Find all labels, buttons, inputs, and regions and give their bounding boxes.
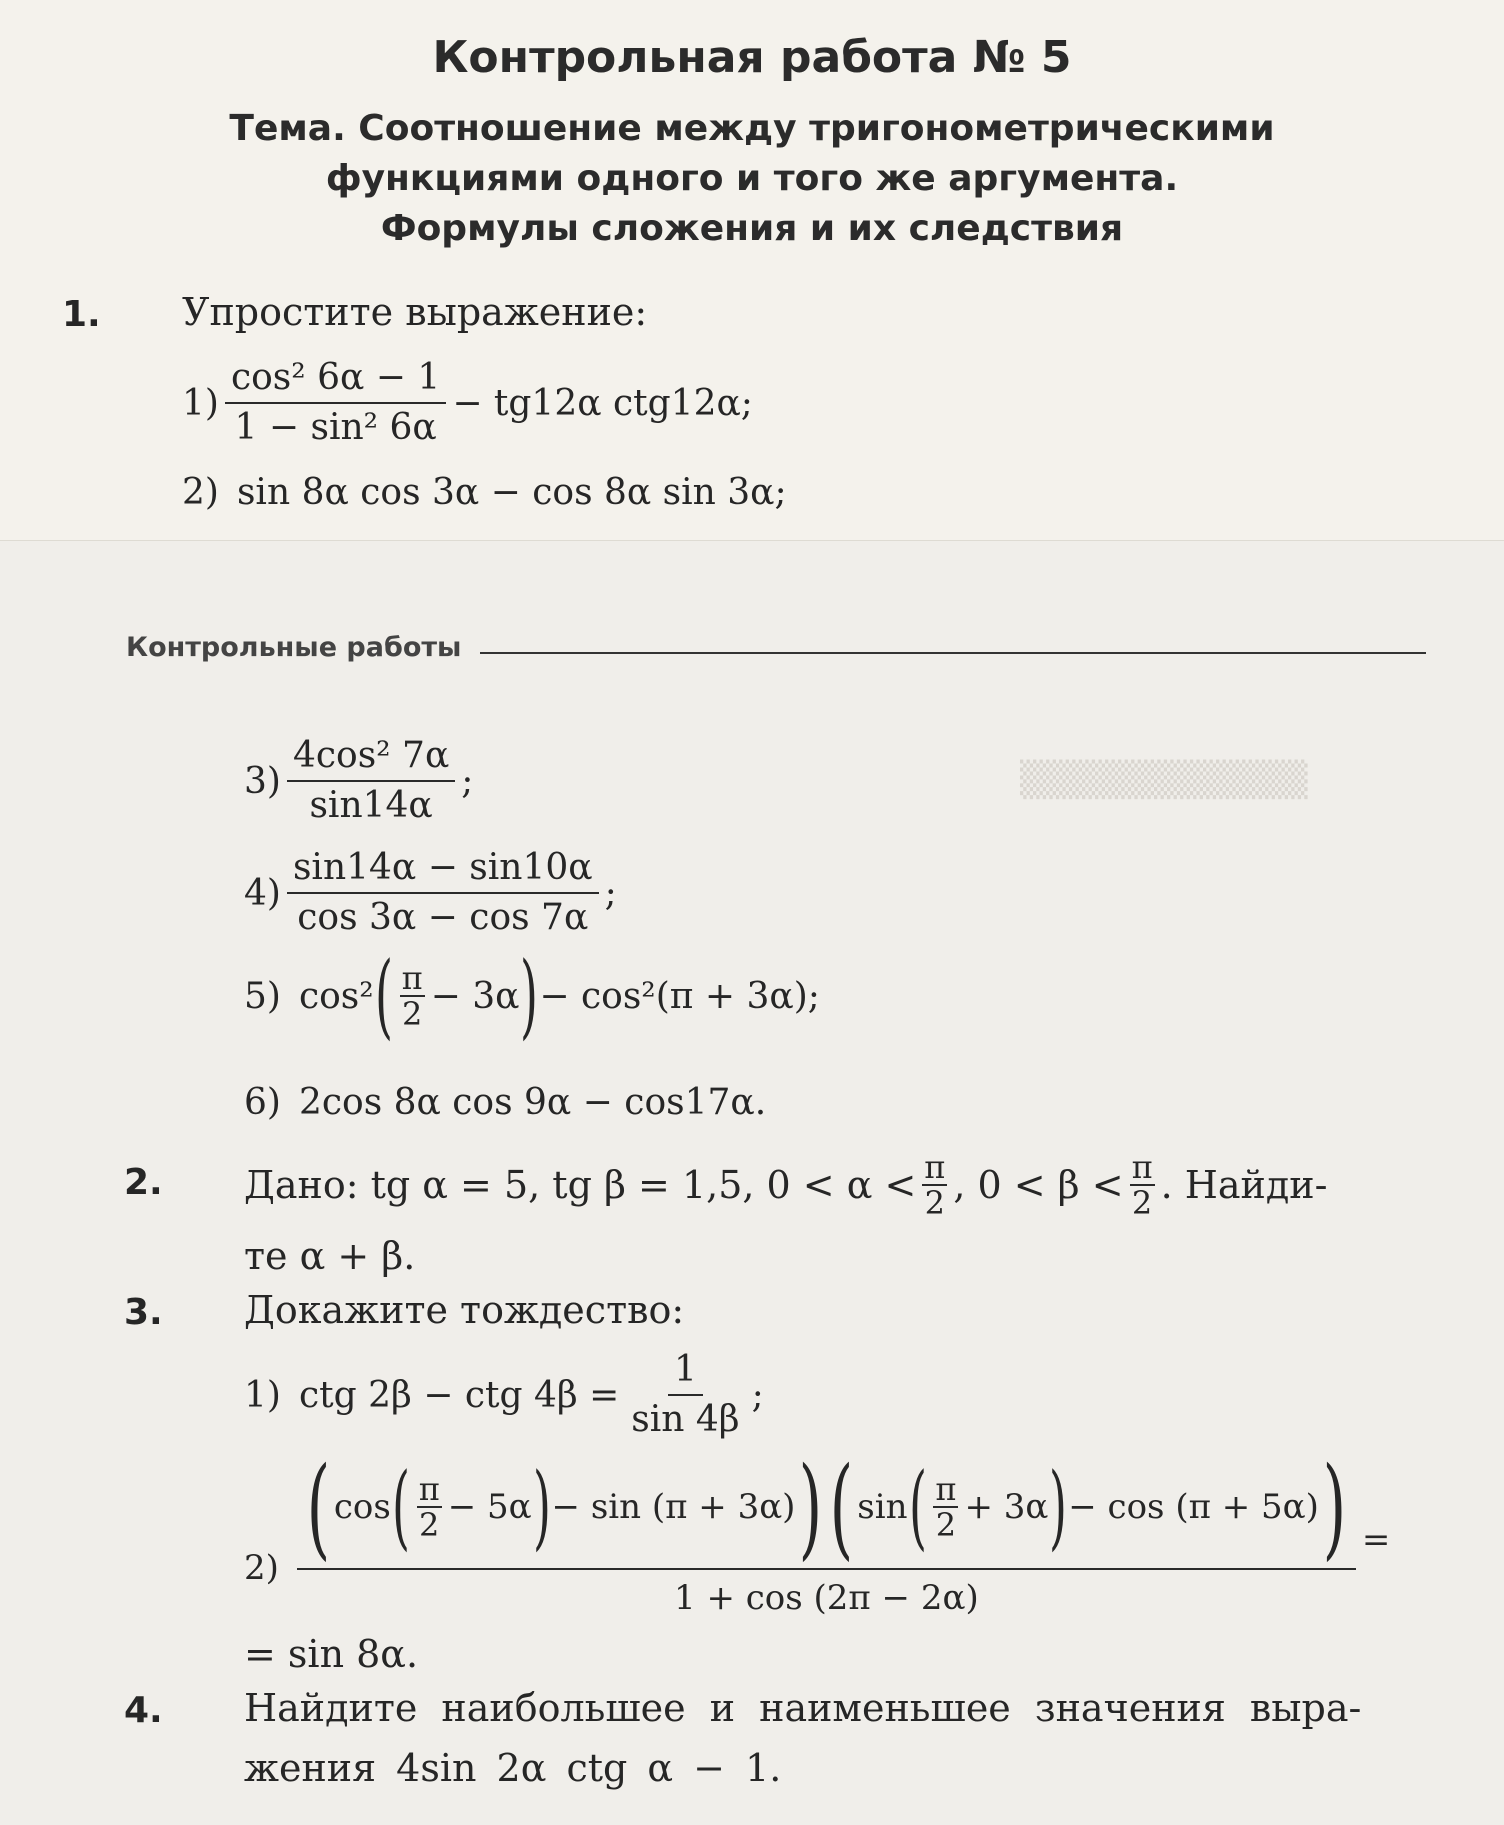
fraction-pi-over-2 (933, 1472, 958, 1542)
task-3-text: Докажите тождество: (244, 1288, 685, 1332)
fraction-denominator: sin 4β (631, 1399, 740, 1440)
expression: 2cos 8α cos 9α − cos17α. (298, 1082, 767, 1123)
left-paren: ( (908, 1453, 927, 1560)
page-title: Контрольная работа № 5 (432, 32, 1072, 83)
right-paren: ) (1049, 1453, 1068, 1560)
fraction-denominator: 1 − sin² 6α (234, 407, 437, 448)
item-label: 2) (244, 1548, 279, 1588)
item-label: 6) (244, 1082, 281, 1123)
task-1-item-1 (182, 356, 753, 450)
big-fraction-denominator: 1 + cos (2π − 2α) (674, 1578, 979, 1618)
sin-label: sin (857, 1487, 908, 1527)
right-paren: ) (532, 1453, 551, 1560)
fraction-numerator: 4cos² 7α (287, 734, 455, 782)
item-label: 4) (244, 872, 281, 914)
fraction (625, 1348, 745, 1442)
expression-rest: − cos²(π + 3α); (539, 975, 820, 1017)
term-b1: − sin (π + 3α) (551, 1487, 796, 1527)
equals-sign: = (1361, 1520, 1391, 1560)
task-2-number: 2. (124, 1162, 163, 1203)
fraction (287, 734, 455, 828)
term-a1: − 5α (447, 1487, 532, 1527)
fraction-pi-over-2 (922, 1150, 947, 1220)
fraction-denominator: 2 (419, 1506, 440, 1544)
task-3-item-2-result: = sin 8α. (244, 1632, 419, 1676)
fraction-pi-over-2 (417, 1472, 442, 1542)
bleed-through-text: ▒▒▒▒▒▒▒▒▒▒▒ (1020, 760, 1308, 800)
expression-rest: ; (751, 1374, 764, 1416)
fraction-denominator: cos 3α − cos 7α (297, 897, 589, 938)
expression-rest: ; (461, 760, 474, 802)
expression: sin 8α cos 3α − cos 8α sin 3α; (236, 472, 787, 513)
expression-mid: − 3α (430, 975, 520, 1017)
outer-left-paren: ( (306, 1443, 331, 1571)
running-head: Контрольные работы (126, 632, 462, 663)
task-2-find: . Найди- (1160, 1163, 1328, 1207)
task-2-given: Дано: tg α = 5, tg β = 1,5, 0 < α < (244, 1163, 917, 1207)
fraction-numerator: π (924, 1148, 946, 1186)
task-4-line-2: жения 4sin 2α ctg α − 1. (244, 1746, 782, 1790)
expression-pre: cos² (298, 975, 374, 1017)
task-4-number: 4. (124, 1690, 163, 1731)
fraction (400, 961, 425, 1031)
fraction-denominator: 2 (935, 1506, 957, 1544)
fraction-numerator: 1 (668, 1348, 703, 1396)
task-1-item-3 (244, 734, 473, 828)
outer-right-paren: ) (799, 1443, 823, 1571)
outer-left-paren: ( (830, 1443, 854, 1571)
left-paren: ( (374, 942, 393, 1049)
task-1-item-4 (244, 846, 617, 940)
cos-label: cos (333, 1487, 391, 1527)
item-label: 1) (182, 382, 219, 424)
task-4-line-1: Найдите наибольшее и наименьшее значения выра- (244, 1686, 1362, 1730)
task-2-line-1 (244, 1150, 1327, 1220)
fraction-numerator: π (401, 959, 423, 997)
task-1-item-2 (182, 472, 787, 513)
fraction (225, 356, 446, 450)
term-b2: − cos (π + 5α) (1068, 1487, 1319, 1527)
fraction-denominator: 2 (924, 1184, 945, 1222)
task-3-number: 3. (124, 1292, 163, 1333)
big-fraction-numerator (297, 1443, 1356, 1571)
topic-line-1: Тема. Соотношение между тригонометрическими (229, 108, 1275, 149)
term-a2: + 3α (964, 1487, 1049, 1527)
topic-line-2: функциями одного и того же аргумента. (325, 158, 1179, 199)
fraction-numerator: π (418, 1470, 440, 1508)
fraction-numerator: π (935, 1470, 957, 1508)
fraction-denominator: sin14α (309, 785, 433, 826)
task-1-text: Упростите выражение: (182, 290, 648, 334)
task-3-item-2 (244, 1443, 1391, 1620)
outer-right-paren: ) (1322, 1443, 1347, 1571)
item-label: 1) (244, 1374, 281, 1416)
right-paren: ) (520, 942, 539, 1049)
running-head-rule (480, 652, 1426, 654)
left-paren: ( (391, 1453, 410, 1560)
fraction-numerator: π (1131, 1148, 1153, 1186)
fraction-pi-over-2 (1130, 1150, 1155, 1220)
task-1-item-6 (244, 1082, 766, 1123)
task-2-line-2: те α + β. (244, 1234, 416, 1278)
big-fraction (297, 1443, 1356, 1620)
fraction (287, 846, 599, 940)
topic-line-3: Формулы сложения и их следствия (380, 208, 1124, 249)
item-label: 3) (244, 760, 281, 802)
expression-rest: − tg12α ctg12α; (452, 382, 753, 424)
fraction-denominator: 2 (1131, 1184, 1153, 1222)
fraction-numerator: sin14α − sin10α (287, 846, 599, 894)
task-2-given-2: , 0 < β < (953, 1163, 1124, 1207)
fraction-numerator: cos² 6α − 1 (225, 356, 446, 404)
fraction-denominator: 2 (401, 995, 423, 1033)
expression-pre: ctg 2β − ctg 4β = (298, 1374, 620, 1416)
item-label: 2) (182, 472, 219, 513)
task-1-item-5 (244, 942, 820, 1049)
task-3-item-1 (244, 1348, 764, 1442)
task-1-number: 1. (62, 294, 101, 335)
item-label: 5) (244, 975, 281, 1017)
expression-rest: ; (604, 872, 617, 914)
